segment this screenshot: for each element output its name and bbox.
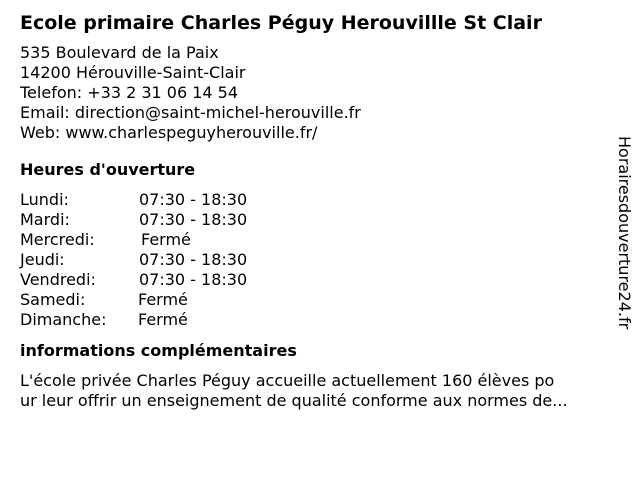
- brand-text: Horairesdouverture24.fr: [615, 136, 634, 330]
- school-title: Ecole primaire Charles Péguy Herouvillle St Clair: [20, 12, 542, 34]
- day-hours: Fermé: [141, 230, 191, 249]
- hours-row-thursday: [20, 250, 610, 270]
- day-hours: 07:30 - 18:30: [139, 210, 248, 229]
- description-line-2: ur leur offrir un enseignement de qualité conforme aux normes de...: [20, 391, 568, 410]
- day-label: Mercredi:: [20, 230, 95, 249]
- phone-number: Telefon: +33 2 31 06 14 54: [20, 83, 239, 102]
- day-hours: Fermé: [138, 290, 188, 309]
- day-label: Mardi:: [20, 210, 70, 229]
- hours-row-tuesday: [20, 210, 610, 230]
- day-label: Vendredi:: [20, 270, 96, 289]
- brand-watermark: [612, 136, 634, 346]
- hours-row-wednesday: [20, 230, 610, 250]
- day-hours: 07:30 - 18:30: [139, 250, 248, 269]
- day-label: Dimanche:: [20, 310, 107, 329]
- address-city: 14200 Hérouville-Saint-Clair: [20, 63, 246, 82]
- day-hours: Fermé: [138, 310, 188, 329]
- day-hours: 07:30 - 18:30: [139, 270, 248, 289]
- school-card: [20, 11, 610, 411]
- day-label: Lundi:: [20, 190, 69, 209]
- website-address: Web: www.charlespeguyherouville.fr/: [20, 123, 318, 142]
- hours-row-monday: [20, 190, 610, 210]
- email-address: Email: direction@saint-michel-herouville.fr: [20, 103, 361, 122]
- hours-row-saturday: [20, 290, 610, 310]
- day-hours: 07:30 - 18:30: [139, 190, 248, 209]
- opening-hours-heading: Heures d'ouverture: [20, 160, 196, 179]
- hours-row-sunday: [20, 310, 610, 330]
- day-label: Samedi:: [20, 290, 86, 309]
- additional-info-heading: informations complémentaires: [20, 341, 297, 360]
- address-street: 535 Boulevard de la Paix: [20, 43, 219, 62]
- hours-row-friday: [20, 270, 610, 290]
- description-line-1: L'école privée Charles Péguy accueille actuellement 160 élèves po: [20, 371, 555, 390]
- day-label: Jeudi:: [20, 250, 65, 269]
